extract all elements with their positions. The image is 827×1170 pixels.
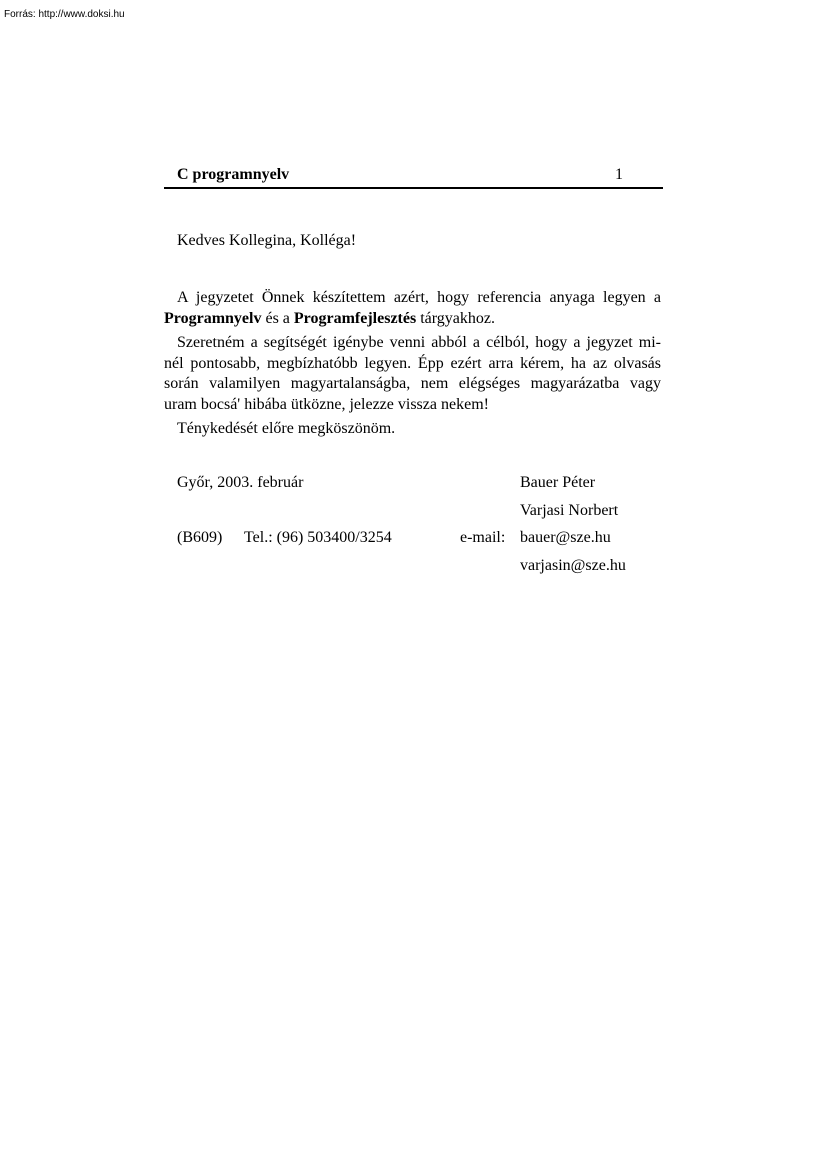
text-fragment: tárgyakhoz. xyxy=(416,309,496,327)
subject-programfejlesztes: Programfejlesztés xyxy=(293,309,417,327)
paragraph-line: Szeretném a segítségét igénybe venni abból a célból, hogy a jegyzet mi- xyxy=(177,334,661,351)
place-date: Győr, 2003. február xyxy=(177,474,304,491)
email-address: varjasin@sze.hu xyxy=(520,557,626,574)
page-header xyxy=(164,165,663,189)
paragraph-thanks xyxy=(164,419,661,440)
page-number: 1 xyxy=(615,166,623,183)
room-number: (B609) xyxy=(177,529,223,546)
header-title: C programnyelv xyxy=(177,166,290,183)
paragraph-line: uram bocsá' hibába ütközne, jelezze vissza nekem! xyxy=(164,395,489,413)
paragraph-line: nél pontosabb, megbízhatóbb legyen. Épp ezért arra kérem, ha az olvasás xyxy=(164,354,661,372)
paragraph-line: A jegyzetet Önnek készítettem azért, hogy referencia anyaga legyen a xyxy=(177,289,661,306)
paragraph-line xyxy=(164,309,661,330)
email-address: bauer@sze.hu xyxy=(520,529,611,546)
subject-programnyelv: Programnyelv xyxy=(164,309,262,327)
author-name: Bauer Péter xyxy=(520,474,596,491)
greeting: Kedves Kollegina, Kolléga! xyxy=(177,232,357,249)
author-name: Varjasi Norbert xyxy=(520,502,619,519)
paragraph-request xyxy=(164,333,661,415)
paragraph-line: Ténykedését előre megköszönöm. xyxy=(177,420,396,437)
paragraph-line: során valamilyen magyartalanságba, nem elégséges magyarázatba vagy xyxy=(164,375,661,392)
phone-number: Tel.: (96) 503400/3254 xyxy=(244,529,392,546)
paragraph-intro xyxy=(164,288,661,329)
email-label: e-mail: xyxy=(460,529,506,546)
source-watermark: Forrás: http://www.doksi.hu xyxy=(4,9,125,20)
text-fragment: és a xyxy=(261,309,294,327)
